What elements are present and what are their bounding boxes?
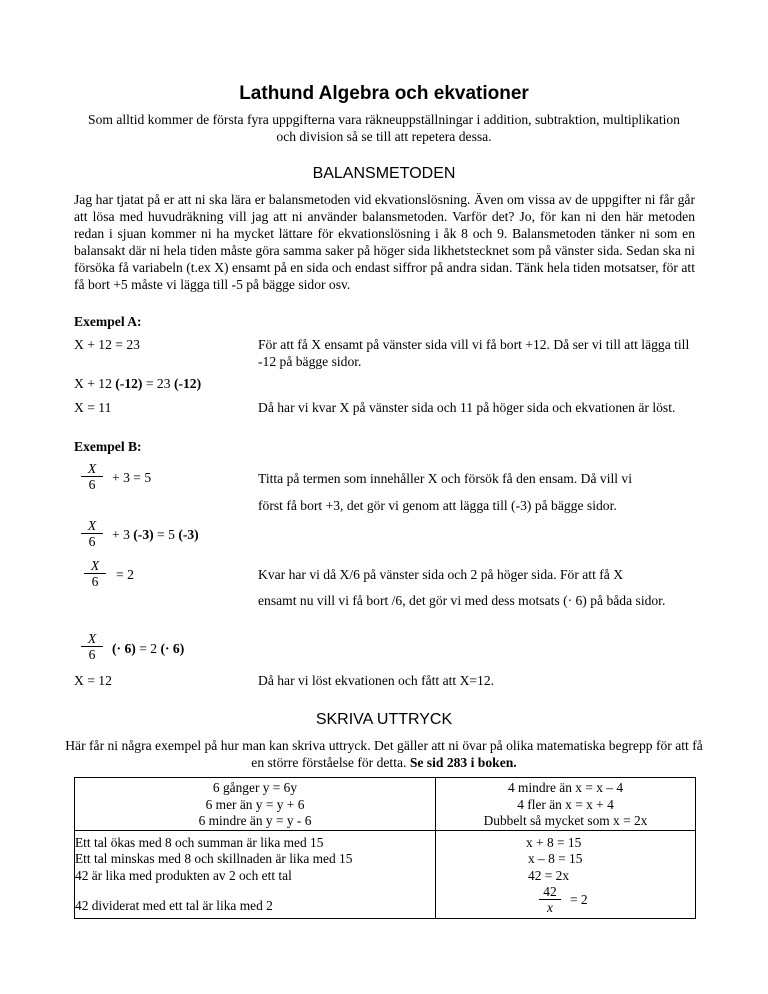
- expressions-table: [74, 777, 696, 919]
- example-b-explanation-3a: Kvar har vi då X/6 på vänster sida och 2 på höger sida. För att få X: [258, 567, 624, 582]
- skriva-uttryck-intro: [60, 737, 708, 771]
- expression-line: 4 fler än x = x + 4: [517, 796, 614, 812]
- fraction-x-over-6: [81, 631, 103, 662]
- fraction-x-over-6: [81, 518, 103, 549]
- eq-part-bold: (-12): [173, 376, 202, 391]
- example-b-explanation-1b: först få bort +3, det gör vi genom att lägga till (-3) på bägge sidor.: [258, 498, 617, 513]
- example-a-label: Exempel A:: [74, 314, 142, 329]
- fraction-equation: [436, 884, 695, 918]
- expression-line: 4 mindre än x = x – 4: [507, 780, 624, 795]
- eq-part-bold: (· 6): [112, 641, 136, 656]
- equation-rhs: = 2: [570, 892, 588, 907]
- eq-part: = 5: [153, 527, 179, 542]
- eq-part-bold: (-3): [178, 527, 199, 542]
- example-b-equation-5: X = 12: [74, 673, 112, 688]
- example-b-label: Exempel B:: [74, 439, 142, 454]
- fraction-denominator: 6: [88, 477, 96, 492]
- fraction-denominator: x: [547, 900, 553, 915]
- equation-line: 42 = 2x: [528, 867, 570, 883]
- example-a-explanation-3: Då har vi kvar X på vänster sida och 11 på höger sida och ekvationen är löst.: [258, 400, 676, 415]
- fraction-x-over-6: [81, 461, 103, 492]
- expression-line: 6 gånger y = 6y: [212, 780, 298, 795]
- expression-line: Ett tal ökas med 8 och summan är lika med 15: [75, 834, 324, 850]
- expression-line: 42 dividerat med ett tal är lika med 2: [75, 898, 273, 913]
- example-b-explanation-1a: Titta på termen som innehåller X och försök få den ensam. Då vill vi: [258, 471, 632, 486]
- expression-line: 6 mer än y = y + 6: [205, 796, 305, 812]
- skriva-uttryck-heading: SKRIVA UTTRYCK: [315, 711, 453, 728]
- eq-part: X + 12: [74, 376, 116, 391]
- table-cell: [436, 778, 696, 831]
- eq-part: = 2: [135, 641, 161, 656]
- fraction-denominator: 6: [88, 647, 96, 662]
- example-a-equation-1: X + 12 = 23: [74, 337, 140, 352]
- table-cell: [436, 830, 696, 919]
- eq-part-bold: (-12): [115, 376, 143, 391]
- fraction-numerator: X: [81, 518, 103, 534]
- example-b-equation-4: [112, 640, 184, 657]
- example-a-explanation-1: För att få X ensamt på vänster sida vill vi få bort +12. Då ser vi till att lägga till -12 på bägge sidor.: [258, 337, 690, 369]
- intro-text-part: Här får ni några exempel på hur man kan skriva uttryck. Det gäller att ni övar på olika matematiska begrepp för att få en större förståelse för detta.: [65, 738, 703, 770]
- example-b-equation-3: = 2: [116, 567, 134, 582]
- fraction-numerator: X: [84, 558, 106, 574]
- equation-line: x + 8 = 15: [526, 834, 582, 850]
- eq-part: = 23: [142, 376, 174, 391]
- example-a-equation-3: X = 11: [74, 400, 112, 415]
- intro-text: Som alltid kommer de första fyra uppgifterna vara räkneuppställningar i addition, subtraktion, multiplikation och division så se till att repetera dessa.: [88, 112, 680, 144]
- eq-part-bold: (-3): [133, 527, 154, 542]
- expression-line: Dubbelt så mycket som x = 2x: [483, 813, 648, 828]
- table-cell: [75, 830, 436, 919]
- eq-part: + 3: [112, 527, 134, 542]
- example-b-explanation-5: Då har vi löst ekvationen och fått att X=12.: [258, 673, 495, 688]
- page-title: Lathund Algebra och ekvationer: [239, 83, 529, 104]
- example-a-equation-2: [74, 375, 201, 392]
- example-b-explanation-3b: ensamt nu vill vi få bort /6, det gör vi med dess motsats (· 6) på båda sidor.: [258, 593, 666, 608]
- expression-line: Ett tal minskas med 8 och skillnaden är lika med 15: [75, 851, 353, 866]
- balansmetoden-heading: BALANSMETODEN: [312, 165, 456, 182]
- balansmetoden-paragraph: Jag har tjatat på er att ni ska lära er balansmetoden vid ekvationslösning. Även om vissa av de uppgifter ni får går att lösa med huvudräkning vill jag att ni använder balansmetoden. Varför det? Jo, för kan ni den här metoden redan i sjuan kommer ni ha mycket lättare för ekvationslösning i åk 8 och 9. Balansmetoden tänker ni som en balansakt där ni hela tiden måste göra samma saker på höger sida likhetstecknet som på vänster sida. Sedan ska ni försöka få variabeln (t.ex X) ensamt på en sida och endast siffror på andra sidan. Tänk hela tiden motsatser, för att få bort +5 måste vi lägga till -5 på bägge sidor osv.: [74, 192, 695, 292]
- fraction-42-over-x: [539, 884, 561, 915]
- expression-line: 42 är lika med produkten av 2 och ett tal: [75, 867, 292, 883]
- book-reference: Se sid 283 i boken.: [409, 755, 517, 770]
- fraction-numerator: 42: [539, 884, 561, 900]
- fraction-x-over-6: [84, 558, 106, 589]
- fraction-denominator: 6: [91, 574, 99, 589]
- equation-line: x – 8 = 15: [528, 851, 583, 866]
- fraction-numerator: X: [81, 461, 103, 477]
- fraction-denominator: 6: [88, 534, 96, 549]
- example-b-equation-2: [112, 526, 199, 543]
- eq-part-bold: (· 6): [160, 641, 185, 656]
- expression-line: 6 mindre än y = y - 6: [198, 813, 312, 828]
- example-b-equation-1: + 3 = 5: [112, 470, 152, 485]
- table-cell: [75, 778, 436, 831]
- fraction-numerator: X: [81, 631, 103, 647]
